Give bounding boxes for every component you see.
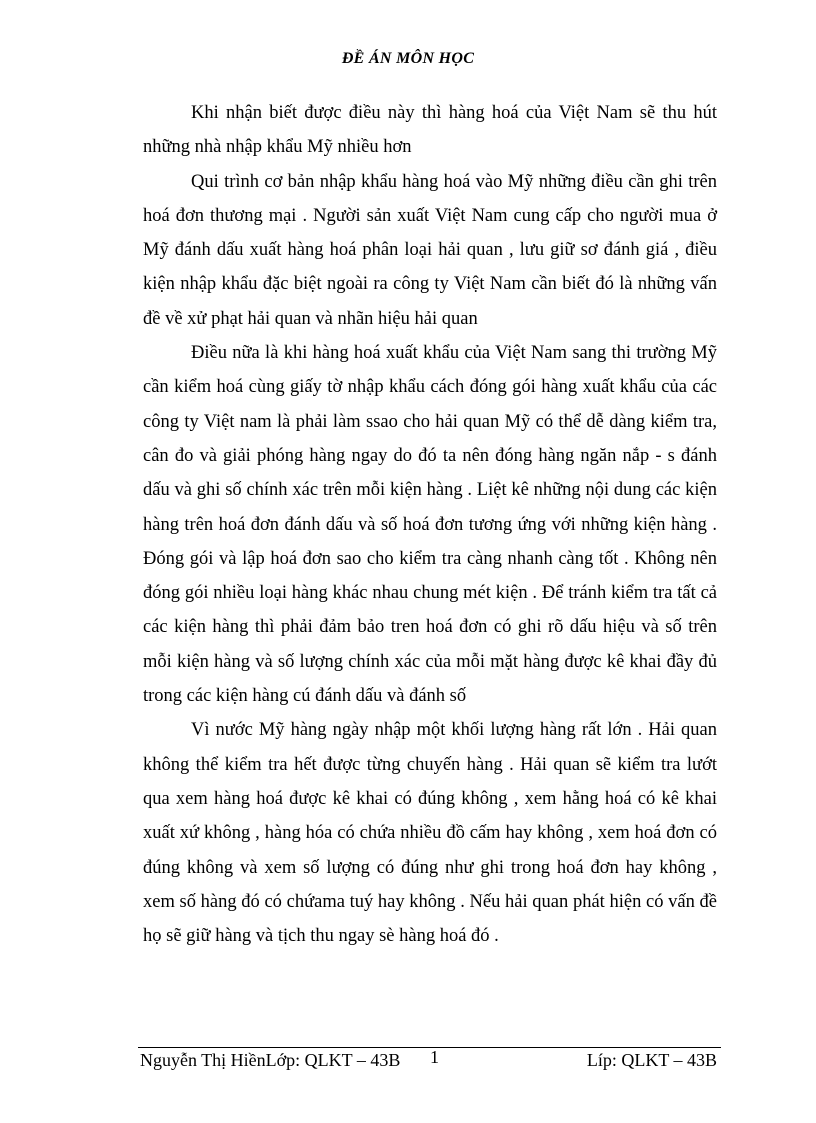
paragraph: Vì nước Mỹ hàng ngày nhập một khối lượng hàng rất lớn . Hải quan không thể kiểm tra hết được từng chuyến hàng . Hải quan sẽ kiểm tra lướt qua xem hàng hoá được kê khai có đúng không , xem hằng hoá có kê khai xuất xứ không , hàng hóa có chứa nhiều đồ cấm hay không , xem hoá đơn có đúng không và xem số lượng có đúng như ghi trong hoá đơn hay không , xem số hàng đó có chứama tuý hay không . Nếu hải quan phát hiện có vấn đề họ sẽ giữ hàng và tịch thu ngay sè hàng hoá đó .	[143, 720, 717, 947]
paragraph: Qui trình cơ bản nhập khẩu hàng hoá vào Mỹ những điều cần ghi trên hoá đơn thương mại . Người sản xuất Việt Nam cung cấp cho người mua ở Mỹ đánh dấu xuất hàng hoá phân loại hải quan , lưu giữ sơ đánh giá , điều kiện nhập khẩu đặc biệt ngoài ra công ty Việt Nam cần biết đó là những vấn đề về xử phạt hải quan và nhãn hiệu hải quan	[143, 171, 717, 329]
paragraph: Điều nữa là khi hàng hoá xuất khẩu của Việt Nam sang thi trường Mỹ cần kiểm hoá cùng giấy tờ nhập khẩu cách đóng gói hàng xuất khẩu của các công ty Việt nam là phải làm ssao cho hải quan Mỹ có thể dễ dàng kiểm tra, cân đo và giải phóng hàng ngay do đó ta nên đóng hàng ngăn nắp - s đánh dấu và ghi số chính xác trên mỗi kiện hàng . Liệt kê những nội dung các kiện hàng trên hoá đơn đánh dấu và số hoá đơn tương ứng với những kiện hàng . Đóng gói và lập hoá đơn sao cho kiểm tra càng nhanh càng tốt . Không nên đóng gói nhiều loại hàng khác nhau chung mét kiện . Để tránh kiểm tra tất cả các kiện hàng thì phải đảm bảo tren hoá đơn có ghi rõ dấu hiệu và số trên mỗi kiện hàng và số lượng chính xác của mỗi mặt hàng được kê khai đầy đủ trong các kiện hàng cú đánh dấu và đánh số	[143, 343, 717, 707]
page-header-title: ĐỀ ÁN MÔN HỌC	[341, 50, 475, 67]
footer-class: Líp: QLKT – 43B	[586, 1050, 717, 1070]
footer-author: Nguyễn Thị HiềnLớp: QLKT – 43B	[140, 1050, 401, 1070]
page-footer	[138, 1047, 721, 1074]
page-number: 1	[430, 1047, 439, 1067]
paragraph: Khi nhận biết được điều này thì hàng hoá của Việt Nam sẽ thu hút những nhà nhập khẩu Mỹ nhiều hơn	[143, 103, 717, 158]
document-body	[143, 96, 717, 953]
